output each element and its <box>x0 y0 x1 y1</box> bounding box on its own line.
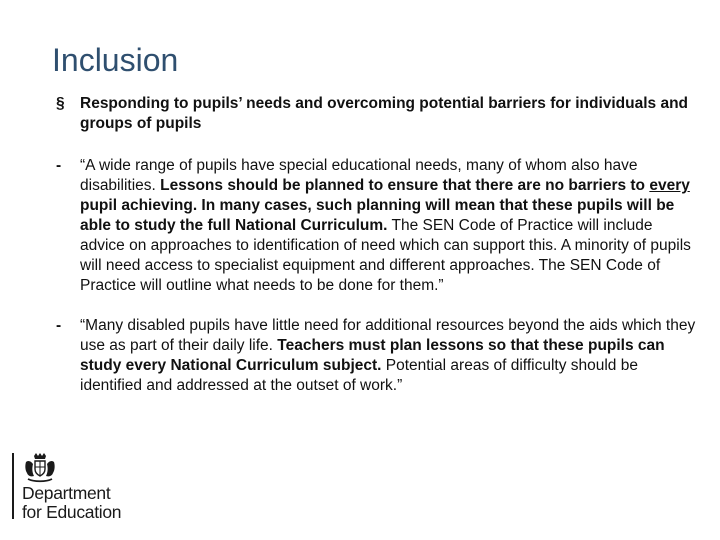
bullet-item <box>56 316 696 396</box>
royal-crest-icon <box>22 452 58 486</box>
slide-title: Inclusion <box>52 42 179 78</box>
emphasis-underlined: every <box>649 177 690 194</box>
bullet-text: Responding to pupils’ needs and overcoming potential barriers for individuals and groups of pupils <box>80 95 689 132</box>
logo-line-1: Department <box>22 483 111 503</box>
bullet-list <box>56 94 696 396</box>
logo-text <box>22 484 121 522</box>
bullet-text <box>80 316 696 396</box>
emphasis-text: pupil achieving. In many cases, such planning will mean that these pupils will be able to study the full National Curriculum. <box>80 197 675 234</box>
quote-text: “Many disabled pupils have little need for additional resources beyond the aids which they use as part of their daily life. <box>80 317 696 354</box>
bullet-item <box>56 156 696 296</box>
emphasis-text: Lessons should be planned to ensure that there are no barriers to <box>160 177 650 194</box>
quote-text: The SEN Code of Practice will include advice on approaches to identification of need which can support this. A minority of pupils will need access to specialist equipment and different approaches. The SEN Code of Practice will outline what needs to be done for them.” <box>80 217 691 294</box>
bullet-marker: - <box>56 157 62 174</box>
bullet-item <box>56 94 696 134</box>
logo-line-2: for Education <box>22 502 122 522</box>
department-logo <box>10 450 140 526</box>
emphasis-text: Teachers must plan lessons so that these pupils can study every National Curriculum subject. <box>80 337 665 374</box>
bullet-text <box>80 156 696 296</box>
logo-divider <box>12 453 14 519</box>
bullet-marker: - <box>56 317 62 334</box>
bullet-marker: § <box>56 95 65 112</box>
quote-text: “A wide range of pupils have special educational needs, many of whom also have disabilities. <box>80 157 638 194</box>
quote-text: Potential areas of difficulty should be identified and addressed at the outset of work.” <box>80 357 638 394</box>
